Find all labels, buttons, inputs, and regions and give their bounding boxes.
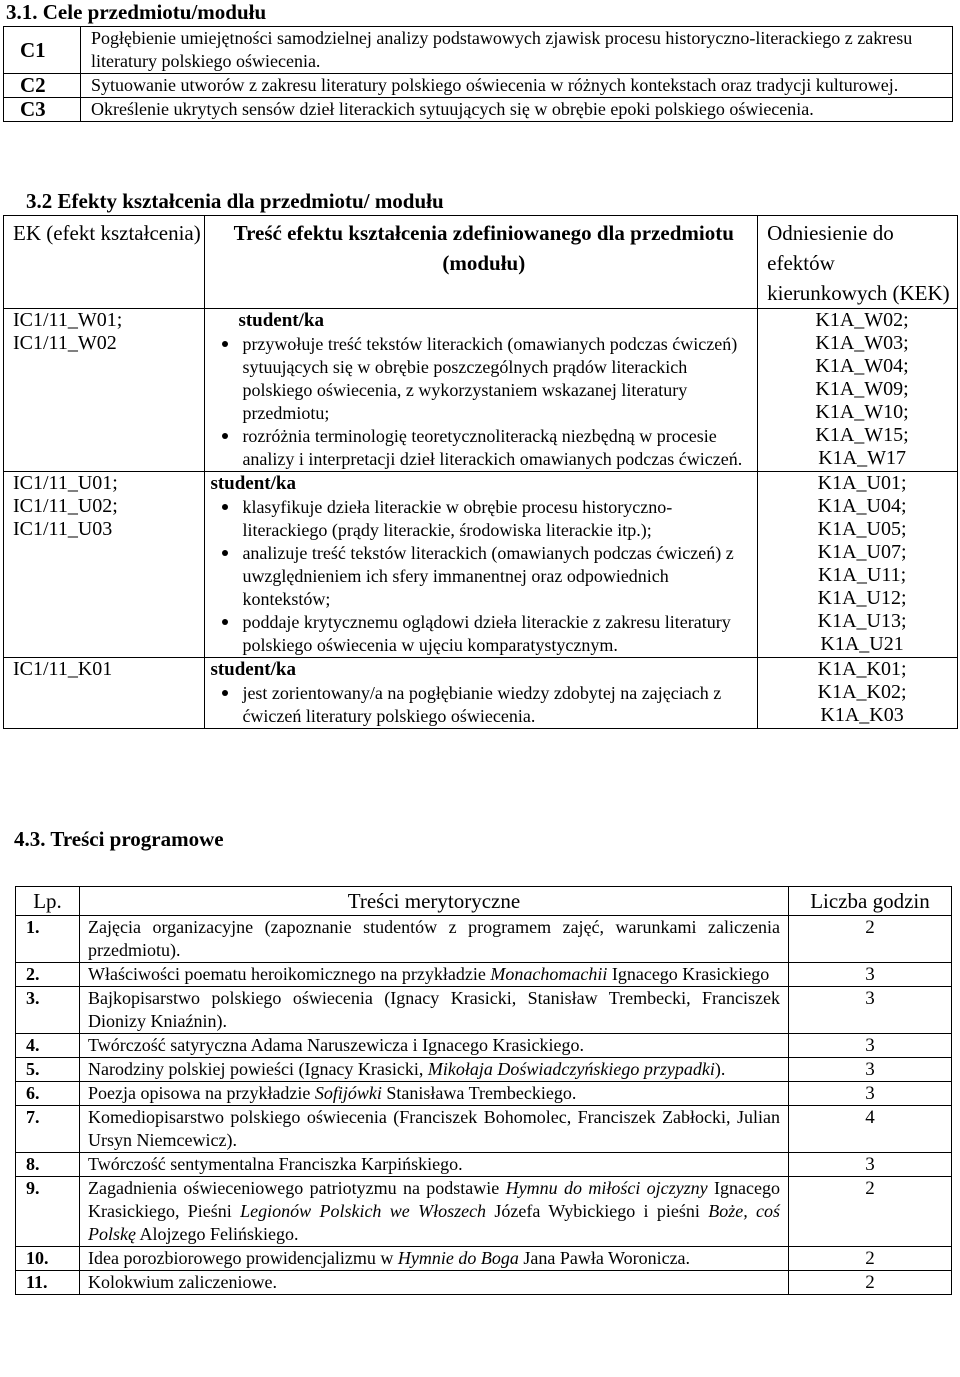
program-hours: 3: [789, 963, 952, 987]
topic-text: Alojzego Felińskiego.: [135, 1224, 299, 1244]
program-row: [16, 916, 952, 963]
program-lp: 6.: [16, 1082, 80, 1106]
header-kek: Odniesienie do efektów kierunkowych (KEK): [758, 216, 958, 309]
outcome-row: [4, 472, 958, 658]
outcome-item: poddaje krytycznemu oglądowi dzieła literackie z zakresu literatury polskiego oświecenia w ujęciu komparatystycznym.: [210, 611, 757, 657]
outcome-code: IC1/11_U01;: [13, 472, 118, 494]
program-row: [16, 963, 952, 987]
program-hours: 2: [789, 916, 952, 963]
outcome-code: IC1/11_W01;: [13, 309, 123, 331]
program-header-row: [16, 887, 952, 916]
kek-code: K1A_U12;: [817, 587, 907, 609]
topic-title-italic: Hymnu do miłości ojczyzny: [505, 1178, 708, 1198]
topic-text: Zagadnienia oświeceniowego patriotyzmu na podstawie: [88, 1178, 506, 1198]
outcome-item: jest zorientowany/a na pogłębianie wiedzy zdobytej na zajęciach z ćwiczeń literatury polskiego oświecenia.: [210, 682, 757, 728]
program-lp: 3.: [16, 987, 80, 1034]
outcome-content-cell: [205, 309, 758, 472]
program-hours: 3: [789, 987, 952, 1034]
program-lp: 9.: [16, 1177, 80, 1247]
program-row: [16, 1106, 952, 1153]
outcome-lead: student/ka: [210, 473, 296, 494]
objective-code: C3: [4, 98, 81, 122]
topic-text: Kolokwium zaliczeniowe.: [88, 1272, 277, 1292]
topic-text: Stanisława Trembeckiego.: [381, 1083, 577, 1103]
program-hours: 3: [789, 1034, 952, 1058]
topic-title-italic: Mikołaja Doświadczyńskiego przypadki: [427, 1059, 715, 1079]
topic-text: Zajęcia organizacyjne (zapoznanie studentów z programem zajęć, warunkami zaliczenia przedmiotu).: [88, 917, 780, 960]
program-topic: [80, 1177, 789, 1247]
program-hours: 2: [789, 1177, 952, 1247]
topic-text: Twórczość sentymentalna Franciszka Karpińskiego.: [88, 1154, 463, 1174]
kek-code: K1A_U05;: [817, 518, 907, 540]
kek-code: K1A_U13;: [817, 610, 907, 632]
kek-code: K1A_W02;: [815, 309, 909, 331]
objective-text: Sytuowanie utworów z zakresu literatury polskiego oświecenia w różnych kontekstach oraz tradycji kulturowej.: [81, 74, 953, 98]
outcome-item: analizuje treść tekstów literackich (omawianych podczas ćwiczeń) z uwzględnieniem ich sfery immanentnej oraz odpowiednich kontekstów;: [210, 542, 757, 611]
topic-title-italic: Sofijówki: [314, 1083, 382, 1103]
outcome-item: rozróżnia terminologię teoretycznoliteracką niezbędną w procesie analizy i interpretacji dzieł literackich omawianych podczas ćwiczeń.: [210, 425, 757, 471]
outcomes-header-row: [4, 216, 958, 309]
program-row: [16, 1034, 952, 1058]
kek-code: K1A_W09;: [815, 378, 909, 400]
program-row: [16, 1247, 952, 1271]
outcome-list: [210, 496, 757, 657]
program-lp: 8.: [16, 1153, 80, 1177]
topic-title-italic: Legionów Polskich we Włoszech: [240, 1201, 487, 1221]
kek-code: K1A_U21: [820, 633, 904, 655]
program-lp: 5.: [16, 1058, 80, 1082]
section-43-heading: 4.3. Treści programowe: [14, 827, 224, 851]
program-row: [16, 1177, 952, 1247]
objective-code: C1: [4, 27, 81, 74]
kek-code: K1A_W15;: [815, 424, 909, 446]
section-32-heading: 3.2 Efekty kształcenia dla przedmiotu/ modułu: [26, 189, 444, 213]
program-topic: [80, 1082, 789, 1106]
kek-code: K1A_U04;: [817, 495, 907, 517]
program-hours: 3: [789, 1082, 952, 1106]
objective-code: C2: [4, 74, 81, 98]
kek-cell: [758, 658, 958, 729]
program-lp: 10.: [16, 1247, 80, 1271]
program-lp: 4.: [16, 1034, 80, 1058]
program-row: [16, 987, 952, 1034]
kek-code: K1A_W04;: [815, 355, 909, 377]
kek-code: K1A_U11;: [817, 564, 907, 586]
outcome-list: [210, 682, 757, 728]
program-hours: 4: [789, 1106, 952, 1153]
program-lp: 7.: [16, 1106, 80, 1153]
objectives-table: [3, 26, 953, 122]
kek-code: K1A_W17: [818, 447, 906, 469]
topic-text: ).: [714, 1059, 726, 1079]
objective-row: [4, 98, 953, 122]
program-topic: [80, 1271, 789, 1295]
objective-text: Pogłębienie umiejętności samodzielnej analizy podstawowych zjawisk procesu historyczno-literackiego z zakresu literatury polskiego oświecenia.: [81, 27, 953, 74]
outcome-codes-cell: [4, 472, 205, 658]
outcome-code: IC1/11_W02: [13, 332, 117, 354]
topic-text: Ignacego Krasickiego: [607, 964, 770, 984]
kek-code: K1A_K02;: [817, 681, 907, 703]
program-topic: [80, 1058, 789, 1082]
program-content-table: [15, 886, 952, 1295]
program-topic: [80, 963, 789, 987]
topic-text: Właściwości poematu heroikomicznego na przykładzie: [88, 964, 491, 984]
program-row: [16, 1271, 952, 1295]
outcome-lead: student/ka: [238, 310, 324, 331]
topic-text: Idea porozbiorowego prowidencjalizmu w: [88, 1248, 398, 1268]
program-row: [16, 1153, 952, 1177]
topic-text: Komediopisarstwo polskiego oświecenia (Franciszek Bohomolec, Franciszek Zabłocki, Julian Ursyn Niemcewicz).: [88, 1107, 780, 1150]
program-lp: 11.: [16, 1271, 80, 1295]
outcome-code: IC1/11_U03: [13, 518, 113, 540]
topic-title-italic: Monachomachii: [490, 964, 608, 984]
program-topic: [80, 987, 789, 1034]
header-hours: Liczba godzin: [789, 887, 952, 916]
program-hours: 2: [789, 1271, 952, 1295]
kek-code: K1A_U01;: [817, 472, 907, 494]
outcome-code: IC1/11_U02;: [13, 495, 118, 517]
program-hours: 2: [789, 1247, 952, 1271]
outcome-codes-cell: [4, 658, 205, 729]
program-hours: 3: [789, 1153, 952, 1177]
header-lp: Lp.: [16, 887, 80, 916]
section-31-heading: 3.1. Cele przedmiotu/modułu: [6, 0, 267, 24]
outcome-row: [4, 309, 958, 472]
outcome-codes-cell: [4, 309, 205, 472]
header-content: Treść efektu kształcenia zdefiniowanego dla przedmiotu (modułu): [205, 216, 758, 309]
program-topic: [80, 916, 789, 963]
learning-outcomes-table: [3, 215, 958, 729]
topic-text: Poezja opisowa na przykładzie: [88, 1083, 315, 1103]
kek-code: K1A_U07;: [817, 541, 907, 563]
outcome-lead: student/ka: [210, 659, 296, 680]
kek-code: K1A_W03;: [815, 332, 909, 354]
program-topic: [80, 1106, 789, 1153]
program-topic: [80, 1153, 789, 1177]
outcome-content-cell: [205, 472, 758, 658]
program-lp: 2.: [16, 963, 80, 987]
program-row: [16, 1082, 952, 1106]
kek-code: K1A_K01;: [817, 658, 907, 680]
objective-row: [4, 74, 953, 98]
outcome-content-cell: [205, 658, 758, 729]
program-topic: [80, 1034, 789, 1058]
topic-text: Jana Pawła Woronicza.: [518, 1248, 691, 1268]
kek-code: K1A_K03: [820, 704, 904, 726]
outcome-list: [210, 333, 757, 471]
kek-code: K1A_W10;: [815, 401, 909, 423]
topic-text: Twórczość satyryczna Adama Naruszewicza i Ignacego Krasickiego.: [88, 1035, 585, 1055]
topic-text: Narodziny polskiej powieści (Ignacy Krasicki,: [88, 1059, 428, 1079]
header-topic: Treści merytoryczne: [80, 887, 789, 916]
kek-cell: [758, 309, 958, 472]
program-hours: 3: [789, 1058, 952, 1082]
topic-title-italic: Boże, coś Polskę: [88, 1201, 781, 1244]
outcome-item: klasyfikuje dzieła literackie w obrębie procesu historyczno-literackiego (prądy literackie, środowiska literackie itp.);: [210, 496, 757, 542]
objective-text: Określenie ukrytych sensów dzieł literackich sytuujących się w obrębie epoki polskiego oświecenia.: [81, 98, 953, 122]
header-ek: EK (efekt kształcenia): [4, 216, 205, 309]
kek-cell: [758, 472, 958, 658]
outcome-row: [4, 658, 958, 729]
program-row: [16, 1058, 952, 1082]
topic-text: Józefa Wybickiego i pieśni: [486, 1201, 709, 1221]
objective-row: [4, 27, 953, 74]
program-topic: [80, 1247, 789, 1271]
topic-title-italic: Hymnie do Boga: [397, 1248, 519, 1268]
program-lp: 1.: [16, 916, 80, 963]
topic-text: Ignacego Krasickiego, Pieśni: [88, 1178, 780, 1221]
topic-text: Bajkopisarstwo polskiego oświecenia (Ignacy Krasicki, Stanisław Trembecki, Franciszek Dionizy Kniaźnin).: [88, 988, 780, 1031]
outcome-item: przywołuje treść tekstów literackich (omawianych podczas ćwiczeń) sytuujących się w obrębie poszczególnych prądów literackich polskiego oświecenia, z wykorzystaniem wskazanej literatury przedmiotu;: [210, 333, 757, 425]
outcome-code: IC1/11_K01: [13, 658, 113, 680]
